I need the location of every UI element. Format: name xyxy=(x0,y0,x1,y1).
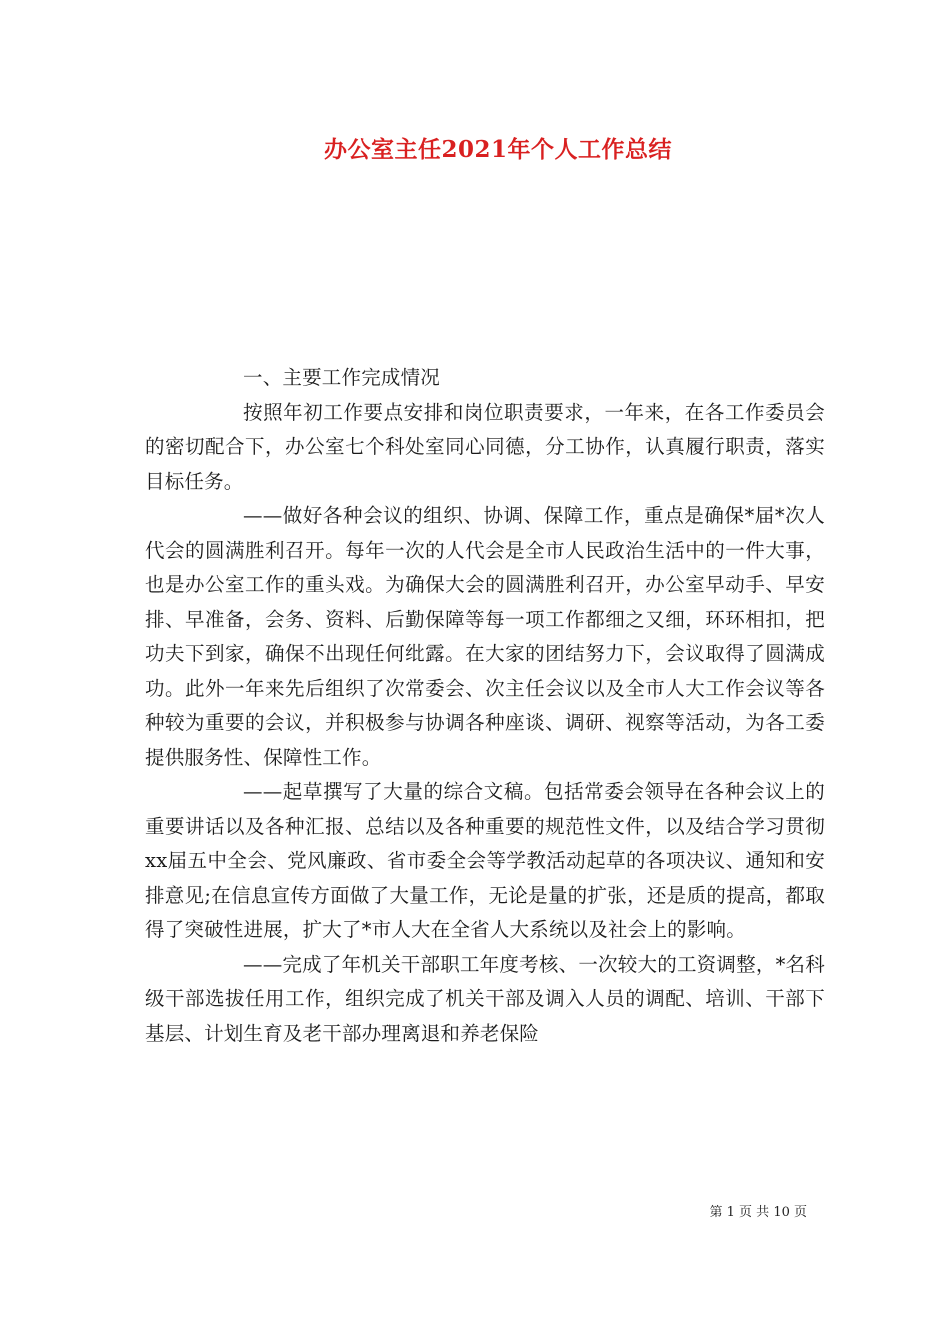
page-number-footer: 第 1 页 共 10 页 xyxy=(709,1205,807,1220)
document-body xyxy=(145,361,825,1051)
section-heading: 一、主要工作完成情况 xyxy=(243,366,441,389)
paragraph-personnel: ——完成了年机关干部职工年度考核、一次较大的工资调整，*名科级干部选拔任用工作，组织完成了机关干部及调入人员的调配、培训、干部下基层、计划生育及老干部办理离退和养老保险 xyxy=(145,952,825,1045)
page-title: 办公室主任2021年个人工作总结 xyxy=(323,136,672,163)
paragraph-meetings: ——做好各种会议的组织、协调、保障工作，重点是确保*届*次人代会的圆满胜利召开。每年一次的人代会是全市人民政治生活中的一件大事，也是办公室工作的重头戏。为确保大会的圆满胜利召开，办公室早动手、早安排、早准备，会务、资料、后勤保障等每一项工作都细之又细，环环相扣，把功夫下到家，确保不出现任何纰露。在大家的团结努力下，会议取得了圆满成功。此外一年来先后组织了次常委会、次主任会议以及全市人大工作会议等各种较为重要的会议，并积极参与协调各种座谈、调研、视察等活动，为各工委提供服务性、保障性工作。 xyxy=(145,504,825,769)
paragraph-intro: 按照年初工作要点安排和岗位职责要求，一年来，在各工作委员会的密切配合下，办公室七个科处室同心同德，分工协作，认真履行职责，落实目标任务。 xyxy=(145,400,825,493)
paragraph-drafting: ——起草撰写了大量的综合文稿。包括常委会领导在各种会议上的重要讲话以及各种汇报、总结以及各种重要的规范性文件，以及结合学习贯彻xx届五中全会、党风廉政、省市委全会等学教活动起草的各项决议、通知和安排意见;在信息宣传方面做了大量工作，无论是量的扩张，还是质的提高，都取得了突破性进展，扩大了*市人大在全省人大系统以及社会上的影响。 xyxy=(145,780,825,941)
